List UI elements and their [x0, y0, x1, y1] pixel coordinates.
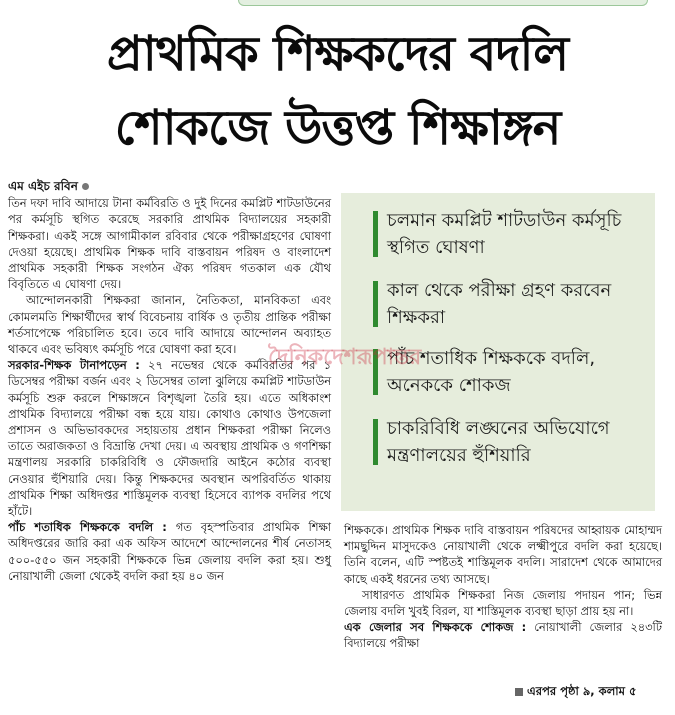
subhead-showcause: এক জেলার সব শিক্ষককে শোকজ :: [344, 620, 527, 635]
paragraph-2: আন্দোলনকারী শিক্ষকরা জানান, নৈতিকতা, মানবিকতা এবং কোমলমতি শিক্ষার্থীদের স্বার্থ বিবেচনায় বার্ষিক ও তৃতীয় প্রান্তিক পরীক্ষা শর্তসাপেক্ষে পরিচালিত হবে। তবে দাবি আদায়ে আন্দোলন অব্যাহত থাকবে এবং ভবিষ্যৎ কর্মসূচি পরে ঘোষণা করা হবে।: [8, 293, 331, 357]
paragraph-4-text: গত বৃহস্পতিবার প্রাথমিক শিক্ষা অধিদপ্তরের জারি করা এক অফিস আদেশে আন্দোলনের শীর্ষ নেতাসহ ৫০০-৫৫০ জন সহকারী শিক্ষককে ভিন্ন জেলায় বদলি করা হয়। শুধু নোয়াখালী জেলা থেকেই বদলি করা হয় ৪০ জন: [8, 520, 331, 583]
subhead-tension: সরকার-শিক্ষক টানাপড়েন :: [8, 358, 140, 373]
highlight-text: চলমান কমপ্লিট শাটডাউন কর্মসূচি স্থগিত ঘোষণা: [387, 210, 622, 258]
highlight-text: পাঁচ শতাধিক শিক্ষককে বদলি, অনেককে শোকজ: [387, 348, 596, 396]
continuation-square-icon: [515, 688, 523, 696]
paragraph-7-text: নোয়াখালী জেলার ২৪৩টি বিদ্যালয়ে পরীক্ষা: [344, 620, 662, 651]
article-column-right: [344, 522, 662, 652]
highlight-bar-icon: [373, 419, 378, 465]
paragraph-1: তিন দফা দাবি আদায়ে টানা কর্মবিরতি ও দুই দিনের কমপ্লিট শাটডাউনের পর কর্মসূচি স্থগিত করেছে সরকারি প্রাথমিক বিদ্যালয়ের সহকারী শিক্ষকরা। একই সঙ্গে আগামীকাল রবিবার থেকে পরীক্ষাগ্রহণের ঘোষণা দেওয়া হয়েছে। প্রাথমিক শিক্ষক দাবি বাস্তবায়ন পরিষদ ও বাংলাদেশ প্রাথমিক সহকারী শিক্ষক সংগঠন ঐক্য পরিষদ গতকাল এক যৌথ বিবৃতিতে এ ঘোষণা দেয়।: [8, 196, 331, 292]
continuation-text: এরপর পৃষ্ঠা ৯, কলাম ৫: [527, 684, 637, 698]
highlight-text: কাল থেকে পরীক্ষা গ্রহণ করবেন শিক্ষকরা: [387, 280, 612, 328]
top-border-strip: [238, 0, 648, 6]
paragraph-6: সাধারণত প্রাথমিক শিক্ষকরা নিজ জেলায় পদায়ন পান; ভিন্ন জেলায় বদলি খুবই বিরল, যা শাস্তিমূলক ব্যবস্থা ছাড়া প্রায় হয় না।: [344, 587, 662, 619]
subhead-transfer: পাঁচ শতাধিক শিক্ষককে বদলি :: [8, 520, 167, 535]
highlight-item: [373, 415, 641, 469]
paragraph-3: [8, 357, 331, 519]
paragraph-7: [344, 619, 662, 651]
paragraph-4: [8, 519, 331, 584]
paragraph-5: শিক্ষককে। প্রাথমিক শিক্ষক দাবি বাস্তবায়ন পরিষদের আহ্বায়ক মোহাম্মদ শামছুদ্দিন মাসুদকেও নোয়াখালী থেকে লক্ষ্মীপুরে বদলি করা হয়েছে। তিনি বলেন, এটি স্পষ্টতই শাস্তিমূলক বদলি। সারাদেশ থেকে আমাদের কাছে একই ধরনের তথ্য আসছে।: [344, 523, 662, 586]
byline: [8, 178, 331, 194]
headline-line-1: প্রাথমিক শিক্ষকদের বদলি: [106, 26, 569, 82]
highlight-bar-icon: [373, 211, 378, 257]
highlight-text: চাকরিবিধি লঙ্ঘনের অভিযোগে মন্ত্রণালয়ের হুঁশিয়ারি: [387, 418, 610, 466]
highlight-item: [373, 207, 641, 261]
headline-line-2: শোকজে উত্তপ্ত শিক্ষাঙ্গন: [114, 100, 561, 156]
byline-dot-icon: [82, 183, 89, 190]
watermark: দৈনিকদেশরূপান্তর: [268, 345, 422, 370]
paragraph-3-text: ২৭ নভেম্বর থেকে কর্মবিরতির পর ১ ডিসেম্বর পরীক্ষা বর্জন এবং ২ ডিসেম্বর তালা ঝুলিয়ে কমপ্লিট শাটডাউন কর্মসূচি শুরু করলে শিক্ষাঙ্গনে বিশৃঙ্খলা তৈরি হয়। এতে অধিকাংশ প্রাথমিক বিদ্যালয়ে পরীক্ষা বন্ধ হয়ে যায়। কোথাও কোথাও উপজেলা প্রশাসন ও অভিভাবকদের সহায়তায় প্রধান শিক্ষকরা পরীক্ষা নিলেও তাতে অরাজকতা ও বিভ্রান্তি দেখা দেয়। এ অবস্থায় প্রাথমিক ও গণশিক্ষা মন্ত্রণালয় সরকারি চাকরিবিধি ও ফৌজদারি আইনে কঠোর ব্যবস্থা নেওয়ার হুঁশিয়ারি দেয়। কিন্তু শিক্ষকদের অবস্থান অপরিবর্তিত থাকায় প্রাথমিক শিক্ষা অধিদপ্তর শাস্তিমূলক ব্যবস্থা হিসেবে ব্যাপক বদলির পথে হাঁটে।: [8, 358, 332, 519]
highlight-bar-icon: [373, 281, 378, 327]
article-column-left: [8, 178, 331, 584]
continuation-note: [515, 683, 636, 702]
highlight-item: [373, 277, 641, 331]
byline-author: এম এইচ রবিন: [8, 179, 78, 193]
